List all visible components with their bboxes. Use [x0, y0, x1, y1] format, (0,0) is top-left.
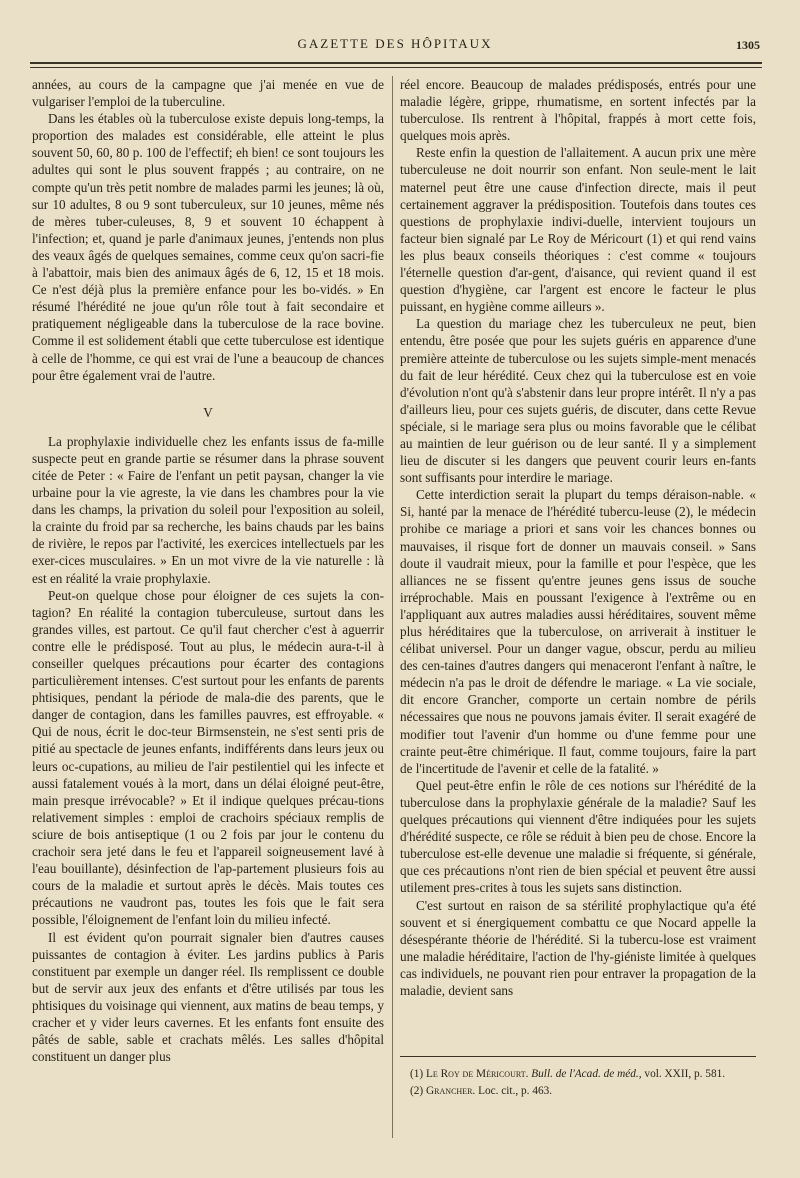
footnotes — [400, 1056, 756, 1101]
left-column — [32, 76, 384, 1148]
journal-title: GAZETTE DES HÔPITAUX — [297, 36, 493, 51]
footnote-marker: (1) — [410, 1068, 424, 1080]
footnote-rest: vol. XXII, p. 581. — [644, 1068, 726, 1080]
footnote-source: Bull. de l'Acad. de méd., — [531, 1068, 642, 1080]
page-header — [30, 34, 760, 56]
header-rule-thin — [30, 67, 762, 68]
paragraph: Reste enfin la question de l'allaitement. A aucun prix une mère tuberculeuse ne doit nourrir son enfant. Non seule-ment le lait maternel peut être une cause d'infection directe, mais il peut certainement aggraver la prédisposition. Toutefois dans toutes ces questions de prophylaxie indivi-duelle, intervient toujours un facteur bien signalé par Le Roy de Méricourt (1) et qui rend vains les plus beaux conseils théoriques : c'est comme « toujours l'éternelle question d'ar-gent, d'aisance, qui revient quand il est question d'hygiène, car l'argent est encore le facteur le plus puissant, en hygiène comme ailleurs ». — [400, 145, 756, 315]
footnote-marker: (2) — [410, 1085, 424, 1097]
paragraph: Quel peut-être enfin le rôle de ces notions sur l'hérédité de la tuberculose dans la prophylaxie générale de la maladie? Sauf les quelques précautions qui viennent d'être indiquées pour les sujets d'hérédité suspecte, ce rôle se réduit à bien peu de chose. Encore la tuberculose est-elle devenue une maladie si fréquente, si générale, que ces précautions n'ont rien de bien spécial et peuvent être aussi utilement pres-crites à tous les sujets sans distinction. — [400, 777, 756, 896]
footnote-rest: Loc. cit., p. 463. — [478, 1085, 553, 1097]
paragraph: Dans les étables où la tuberculose existe depuis long-temps, la proportion des malades est considérable, elle atteint le plus souvent 50, 60, 80 p. 100 de l'effectif; eh bien! ce sont toujours les adultes qui sont le plus souvent frappés ; au contraire, on ne compte qu'un très petit nombre de malades parmi les jeunes; là où, sur 10 adultes, 8 ou 9 sont tuberculeux, sur 10 jeunes, même nés de mères tuber-culeuses, 8, 9 et souvent 10 échappent à l'infection; et, quand je parle d'animaux jeunes, j'entends non plus des veaux âgés de quelques semaines, comme ceux qu'on sacri-fie à l'abattoir, mais bien des animaux âgés de 6, 12, 15 et 18 mois. Ce n'est déjà plus la première enfance pour les bo-vidés. » En résumé l'hérédité ne joue qu'un rôle tout à fait secondaire et pratiquement négligeable dans la tuberculose de la race bovine. Comme il est solidement établi que cette tuberculose est identique à celle de l'homme, ce qui est vrai de l'une a beaucoup de chances pour être également vrai de l'autre. — [32, 111, 384, 383]
footnote — [400, 1067, 756, 1082]
right-column — [400, 76, 756, 1048]
paragraph: Peut-on quelque chose pour éloigner de ces sujets la con-tagion? En réalité la contagion tuberculeuse, surtout dans les grandes villes, est partout. Ce qu'il faut chercher c'est à aguerrir contre elle le prédisposé. Tout au plus, le médecin aura-t-il à conseiller quelques précautions pour écarter des contagions particulièrement intenses. C'est surtout pour les enfants de parents phtisiques, pendant la période de mala-die des parents, que le danger de contagion, dans les familles pauvres, est effroyable. « Qui de nous, écrit le doc-teur Birmsenstein, ne s'est senti pris de pitié au spectacle de jeunes enfants, indifférents dans leurs jeux ou leurs oc-cupations, au milieu de l'air pestilentiel qui les infecte et aussi fatalement voués à la mort, dans un délai éloigné peut-être, main presque irrévocable? » Et il indique quelques précau-tions relativement simples : emploi de crachoirs spéciaux remplis de sciure de bois antiseptique (1 ou 2 fois par jour le contenu du crachoir sera jeté dans le feu et l'appareil soigneusement lavé à l'eau bouillante), désinfection de l'ap-partement plusieurs fois au cours de la maladie et surtout après le décès. Mais toutes ces précautions ne vaudront pas, toutes les fois que le fait sera possible, l'éloignement de l'enfant loin du milieu infecté. — [32, 587, 384, 928]
paragraph: La question du mariage chez les tuberculeux ne peut, bien entendu, être posée que pour les sujets guéris en apparence d'une première atteinte de tuberculose ou les sujets simple-ment menacés du fait de leur hérédité. Ceux chez qui la tuberculose est en voie d'évolution n'ont qu'à s'abstenir dans leur propre intérêt. Il n'y a pas d'ailleurs lieu, pour ces sujets guéris, de discuter, dans cette Revue spéciale, si le mariage sera plus ou moins favorable que le célibat au maintien de leur guérison ou de leur santé. Il y a simplement lieu de discuter si les dangers que peuvent courir leurs en-fants sont suffisants pour interdire le mariage. — [400, 316, 756, 486]
paragraph: La prophylaxie individuelle chez les enfants issus de fa-mille suspecte peut en grande partie se résumer dans la phrase souvent citée de Peter : « Faire de l'enfant un petit paysan, changer la vie urbaine pour la vie agreste, la vie dans les chambres pour la vie dans les champs, la privation du soleil pour l'exposition au soleil, la crainte du froid par sa recherche, les bains chauds par les bains de rivière, le repos par l'activité, les exercices intellectuels par les exer-cices musculaires. » En un mot vivre de la vie naturelle : là est en réalité la vraie prophylaxie. — [32, 433, 384, 586]
footnote-author: Grancher. — [426, 1085, 476, 1097]
column-divider — [392, 76, 393, 1138]
paragraph: réel encore. Beaucoup de malades prédisposés, entrés pour une maladie légère, grippe, rhumatisme, en sortent infectés par la tuberculose. Ils rentrent à l'hôpital, frappés à mort cette fois, quelques mois après. — [400, 77, 756, 144]
paragraph: Il est évident qu'on pourrait signaler bien d'autres causes puissantes de contagion à éviter. Les jardins publics à Paris constituent par exemple un danger réel. Ils remplissent ce double but de servir aux jeux des enfants et d'être utilisés par tous les phtisiques du voisinage qui viennent, aux matins de beau temps, y cracher et y vider leurs cavernes. Et les enfants font ensuite des pâtés de sable, sable et crachats mêlés. Les salles d'hôpital constituent un danger plus — [32, 929, 384, 1065]
paragraph: années, au cours de la campagne que j'ai menée en vue de vulgariser l'emploi de la tuberculine. — [32, 77, 384, 110]
footnote — [400, 1084, 756, 1099]
footnote-author: Le Roy de Méricourt. — [426, 1068, 529, 1080]
header-rule-thick — [30, 62, 762, 64]
section-heading: V — [203, 404, 213, 420]
paragraph: Cette interdiction serait la plupart du temps déraison-nable. « Si, hanté par la menace de l'hérédité tubercu-leuse (2), le médecin prohibe ce mariage a priori et sans voir les chances bonnes ou mauvaises, il risque fort de donner un mauvais conseil. » Sans doute il vaudrait mieux, pour la famille et pour l'espèce, que les alliances ne se fissent qu'entre jeunes gens issus de souche irréprochable. Mais en poussant l'exigence à l'extrême ou en l'appliquant aux autres maladies aussi héréditaires, souvent même plus héréditaires que la tuberculose, on arriverait à instituer le célibat universel. Pour un danger vague, obscur, perdu au milieu des cen-taines d'autres dangers qui menaceront l'enfant à naître, le médecin n'a pas le droit de défendre le mariage. « La vie sociale, dit encore Grancher, comporte un certain nombre de périls nécessaires que nous ne pouvons jamais éviter. Il serait exagéré de modifier tout l'avenir d'un homme ou d'une femme pour une crainte peut-être chimérique. Il faut, comme toujours, faire la part de l'incertitude de l'avenir et celle de la fatalité. » — [400, 487, 756, 776]
paragraph: C'est surtout en raison de sa stérilité prophylactique qu'a été souvent et si énergiquement combattu ce que Nocard appelle la désespérante théorie de l'hérédité. Si la tubercu-lose est vraiment une maladie héréditaire, l'action de l'hy-giéniste limitée à quelques cas individuels, ne pouvant rien pour entraver la propagation de la maladie, devient sans — [400, 897, 756, 998]
page-number: 1305 — [736, 38, 760, 52]
